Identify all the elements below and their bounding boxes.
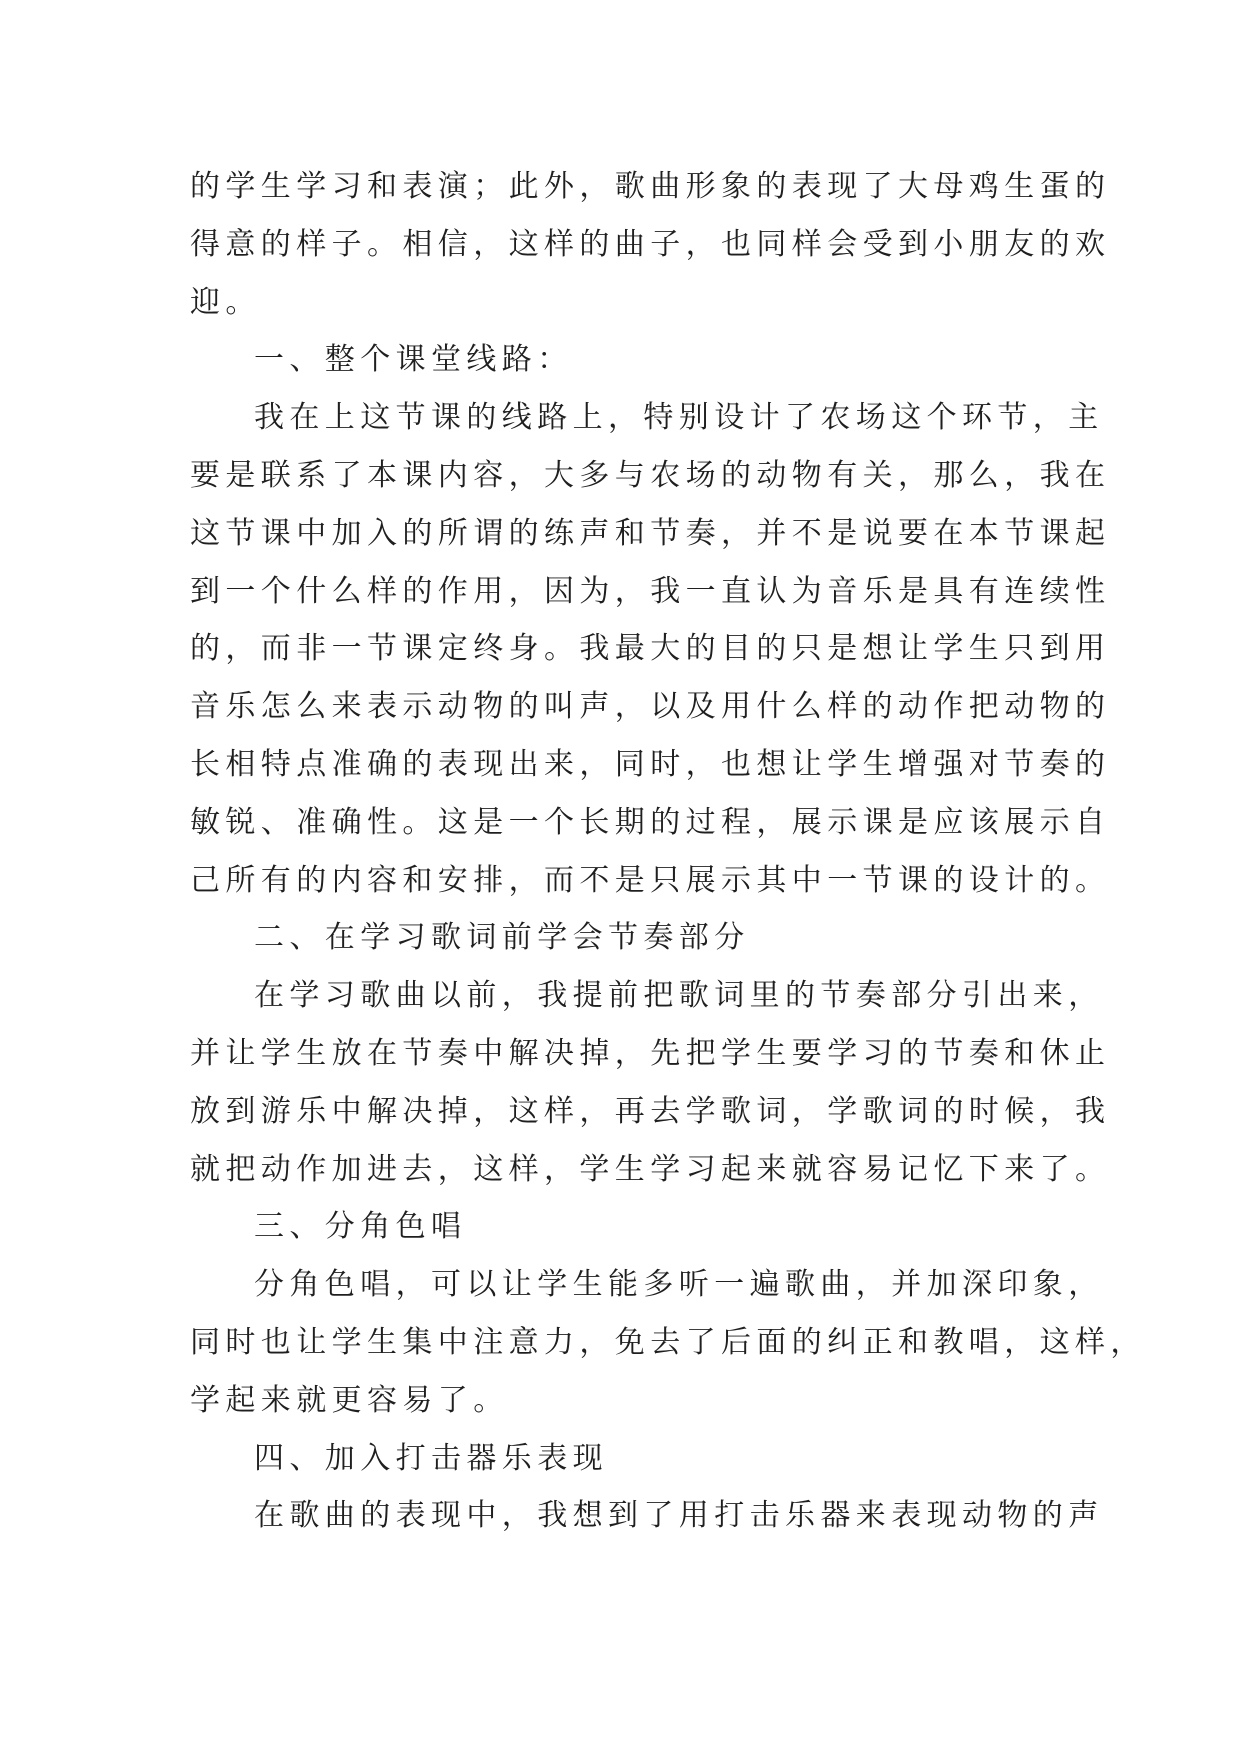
paragraph-start-line: 四、加入打击器乐表现 bbox=[254, 1440, 608, 1476]
paragraph-start-line: 二、在学习歌词前学会节奏部分 bbox=[254, 920, 750, 956]
paragraph-start-line: 在学习歌曲以前，我提前把歌词里的节奏部分引出来， bbox=[254, 978, 1104, 1014]
paragraph-start-line: 我在上这节课的线路上，特别设计了农场这个环节，主 bbox=[254, 400, 1104, 436]
text-line: 并让学生放在节奏中解决掉，先把学生要学习的节奏和休止 bbox=[190, 1035, 1111, 1071]
text-line: 到一个什么样的作用，因为，我一直认为音乐是具有连续性 bbox=[190, 573, 1111, 609]
text-line: 放到游乐中解决掉，这样，再去学歌词，学歌词的时候，我 bbox=[190, 1093, 1111, 1129]
paragraph-start-line: 一、整个课堂线路： bbox=[254, 342, 573, 378]
paragraph-start-line: 三、分角色唱 bbox=[254, 1209, 467, 1245]
text-line: 要是联系了本课内容，大多与农场的动物有关，那么，我在 bbox=[190, 457, 1111, 493]
text-line: 这节课中加入的所谓的练声和节奏，并不是说要在本节课起 bbox=[190, 515, 1111, 551]
text-line: 己所有的内容和安排，而不是只展示其中一节课的设计的。 bbox=[190, 862, 1111, 898]
text-line: 音乐怎么来表示动物的叫声，以及用什么样的动作把动物的 bbox=[190, 689, 1111, 725]
text-line: 学起来就更容易了。 bbox=[190, 1382, 509, 1418]
text-line: 得意的样子。相信，这样的曲子，也同样会受到小朋友的欢 bbox=[190, 226, 1111, 262]
text-line: 敏锐、准确性。这是一个长期的过程，展示课是应该展示自 bbox=[190, 804, 1111, 840]
text-line: 的，而非一节课定终身。我最大的目的只是想让学生只到用 bbox=[190, 631, 1111, 667]
text-line: 就把动作加进去，这样，学生学习起来就容易记忆下来了。 bbox=[190, 1151, 1111, 1187]
document-body bbox=[190, 158, 1146, 1545]
text-line: 的学生学习和表演；此外，歌曲形象的表现了大母鸡生蛋的 bbox=[190, 169, 1111, 204]
paragraph-start-line: 分角色唱，可以让学生能多听一遍歌曲，并加深印象， bbox=[254, 1267, 1104, 1303]
paragraph-start-line: 在歌曲的表现中，我想到了用打击乐器来表现动物的声 bbox=[254, 1498, 1104, 1534]
text-line: 同时也让学生集中注意力，免去了后面的纠正和教唱，这样， bbox=[190, 1324, 1146, 1360]
text-line: 迎。 bbox=[190, 284, 261, 320]
text-line: 长相特点准确的表现出来，同时，也想让学生增强对节奏的 bbox=[190, 746, 1111, 782]
